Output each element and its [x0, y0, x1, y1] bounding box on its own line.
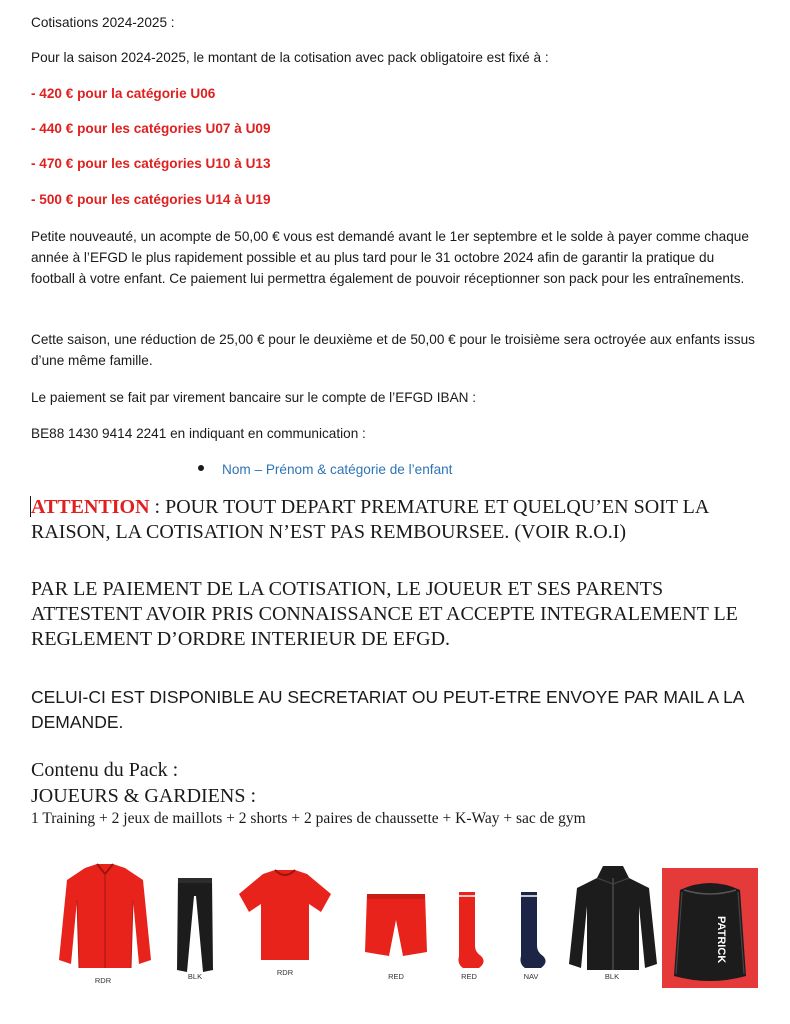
- pack-subtitle: JOUEURS & GARDIENS :: [31, 785, 257, 807]
- k-way-label: BLK: [604, 972, 620, 981]
- training-jacket-label: RDR: [94, 976, 112, 985]
- red-sock-image: [453, 890, 487, 972]
- intro-paragraph: Pour la saison 2024-2025, le montant de la cotisation avec pack obligatoire est fixé à :: [31, 50, 549, 65]
- red-sock-label: RED: [461, 972, 477, 981]
- dispo-paragraph: CELUI-CI EST DISPONIBLE AU SECRETARIAT OU PEUT-ETRE ENVOYE PAR MAIL A LA DEMANDE.: [31, 687, 744, 732]
- paiement-paragraph: PAR LE PAIEMENT DE LA COTISATION, LE JOUEUR ET SES PARENTS ATTESTENT AVOIR PRIS CONNAISSANCE ET ACCEPTE INTEGRALEMENT LE REGLEMENT D’ORDRE INTERIEUR DE EFGD.: [31, 578, 738, 650]
- navy-sock-image: [515, 890, 549, 972]
- shorts-image: [363, 892, 429, 962]
- jersey-label: RDR: [276, 968, 294, 977]
- product-strip: [55, 860, 765, 990]
- gym-bag-brand: PATRICK: [715, 916, 727, 964]
- shorts-label: RED: [388, 972, 404, 981]
- attention-text: : POUR TOUT DEPART PREMATURE ET QUELQU’EN SOIT LA RAISON, LA COTISATION N’EST PAS REMBOURSEE. (VOIR R.O.I): [31, 496, 709, 543]
- iban-paragraph: BE88 1430 9414 2241 en indiquant en communication :: [31, 426, 366, 441]
- jersey-image: [235, 868, 335, 968]
- payment-paragraph: Le paiement se fait par virement bancaire sur le compte de l’EFGD IBAN :: [31, 390, 477, 405]
- price-u07-u09: - 440 € pour les catégories U07 à U09: [31, 121, 271, 136]
- pack-items: 1 Training + 2 jeux de maillots + 2 shorts + 2 paires de chaussette + K-Way + sac de gym: [31, 810, 586, 827]
- price-u14-u19: - 500 € pour les catégories U14 à U19: [31, 192, 271, 207]
- attention-word: ATTENTION: [31, 496, 150, 518]
- attention-paragraph: [31, 495, 766, 545]
- training-pants-image: [175, 876, 215, 976]
- training-pants-label: BLK: [187, 972, 203, 981]
- training-jacket-image: [55, 860, 155, 980]
- reduction-paragraph: Cette saison, une réduction de 25,00 € pour le deuxième et de 50,00 € pour le troisième sera octroyée aux enfants issus d’une même famille.: [31, 332, 755, 368]
- acompte-paragraph: Petite nouveauté, un acompte de 50,00 € vous est demandé avant le 1er septembre et le solde à payer comme chaque année à l’EFGD le plus rapidement possible et au plus tard pour le 31 octobre 2024 afin de garantir la pratique du football à votre enfant. Ce paiement lui permettra également de pouvoir réceptionner son pack pour les entraînements.: [31, 229, 749, 286]
- bullet-icon: [198, 465, 204, 471]
- k-way-image: [567, 864, 659, 974]
- navy-sock-label: NAV: [523, 972, 539, 981]
- heading: Cotisations 2024-2025 :: [31, 15, 175, 30]
- price-u10-u13: - 470 € pour les catégories U10 à U13: [31, 156, 271, 171]
- pack-title: Contenu du Pack :: [31, 759, 179, 781]
- bullet-item: [198, 459, 452, 480]
- price-u06: - 420 € pour la catégorie U06: [31, 86, 216, 101]
- gym-bag-image: [662, 868, 758, 988]
- bullet-text: Nom – Prénom & catégorie de l’enfant: [222, 462, 453, 477]
